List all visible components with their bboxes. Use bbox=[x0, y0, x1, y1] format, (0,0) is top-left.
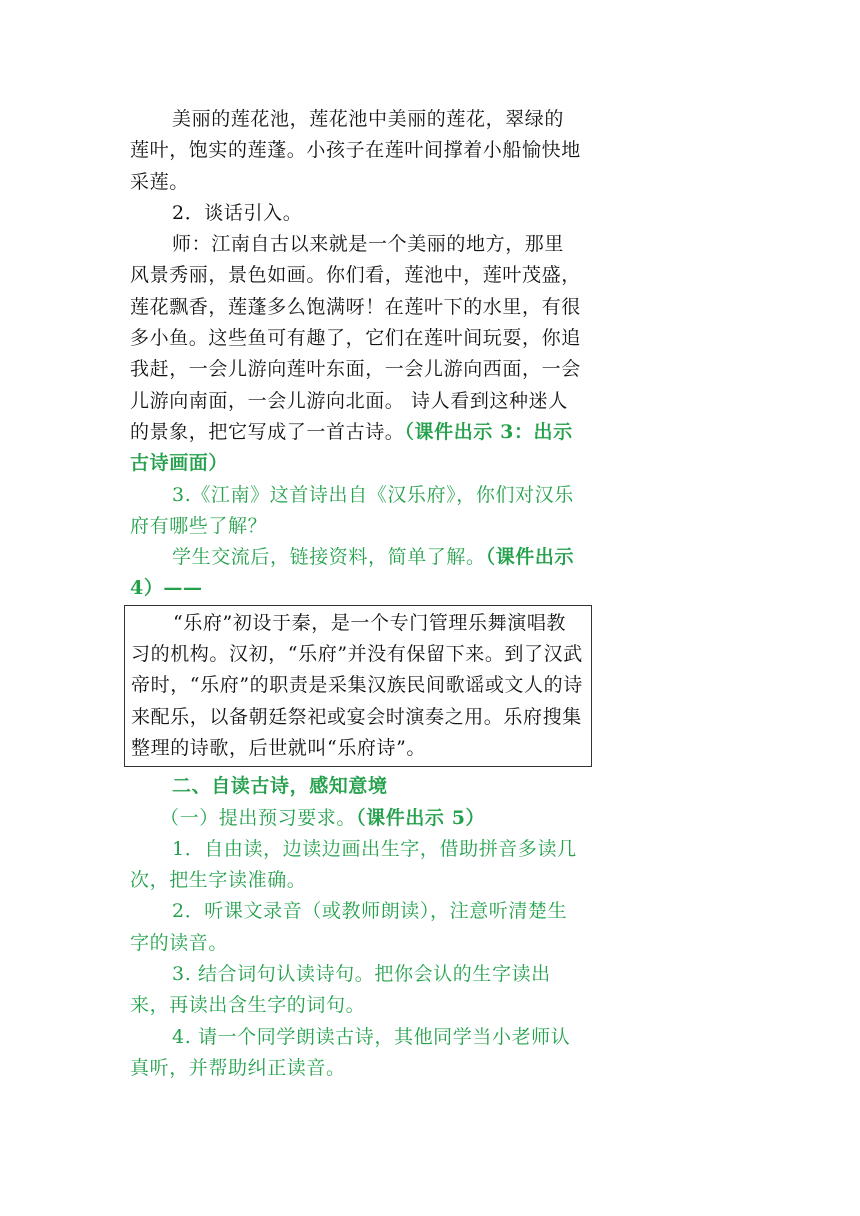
yuefu-info-box bbox=[124, 605, 592, 767]
list-item-3: 3. 结合词句认读诗句。把你会认的生字读出来，再读出含生字的词句。 bbox=[130, 963, 551, 1017]
paragraph-teacher bbox=[130, 229, 582, 479]
students-text: 学生交流后，链接资料，简单了解。 bbox=[172, 546, 486, 569]
paragraph-intro: 美丽的莲花池，莲花池中美丽的莲花，翠绿的莲叶，饱实的莲蓬。小孩子在莲叶间撑着小船愉快地采莲。 bbox=[130, 108, 581, 193]
subsection-text: （一）提出预习要求。 bbox=[160, 806, 357, 829]
courseware-note-4: （课件出示 4）—— bbox=[130, 546, 575, 600]
step-2-heading: 2．谈话引入。 bbox=[172, 201, 303, 224]
subsection-heading-1 bbox=[130, 803, 582, 834]
list-item-2: 2．听课文录音（或教师朗读），注意听清楚生字的读音。 bbox=[130, 900, 568, 954]
step-3-question: 3.《江南》这首诗出自《汉乐府》，你们对汉乐府有哪些了解？ bbox=[130, 483, 574, 537]
paragraph-students bbox=[130, 542, 582, 605]
courseware-note-3: （课件出示 3：出示古诗画面） bbox=[130, 420, 573, 475]
yuefu-info-text: “乐府”初设于秦，是一个专门管理乐舞演唱教习的机构。汉初，“乐府”并没有保留下来。到了汉武帝时，“乐府”的职责是采集汉族民间歌谣或文人的诗来配乐，以备朝廷祭祀或宴会时演奏之用。乐府搜集整理的诗歌，后世就叫“乐府诗”。 bbox=[131, 611, 583, 759]
courseware-note-5: （课件出示 5） bbox=[356, 806, 486, 829]
list-item-1: 1．自由读，边读边画出生字，借助拼音多读几次，把生字读准确。 bbox=[130, 837, 577, 892]
section-heading-2: 二、自读古诗，感知意境 bbox=[172, 775, 388, 798]
list-item-4: 4. 请一个同学朗读古诗，其他同学当小老师认真听，并帮助纠正读音。 bbox=[130, 1025, 571, 1079]
teacher-text: 师：江南自古以来就是一个美丽的地方，那里风景秀丽，景色如画。你们看，莲池中，莲叶茂盛，莲花飘香，莲蓬多么饱满呀！在莲叶下的水里，有很多小鱼。这些鱼可有趣了，它们在莲叶间玩耍，你追我赶，一会儿游向莲叶东面，一会儿游向西面，一会儿游向南面，一会儿游向北面。 诗人看到这种迷人的景象，把它写成了一首古诗。 bbox=[130, 233, 581, 443]
document-body bbox=[130, 104, 582, 1084]
